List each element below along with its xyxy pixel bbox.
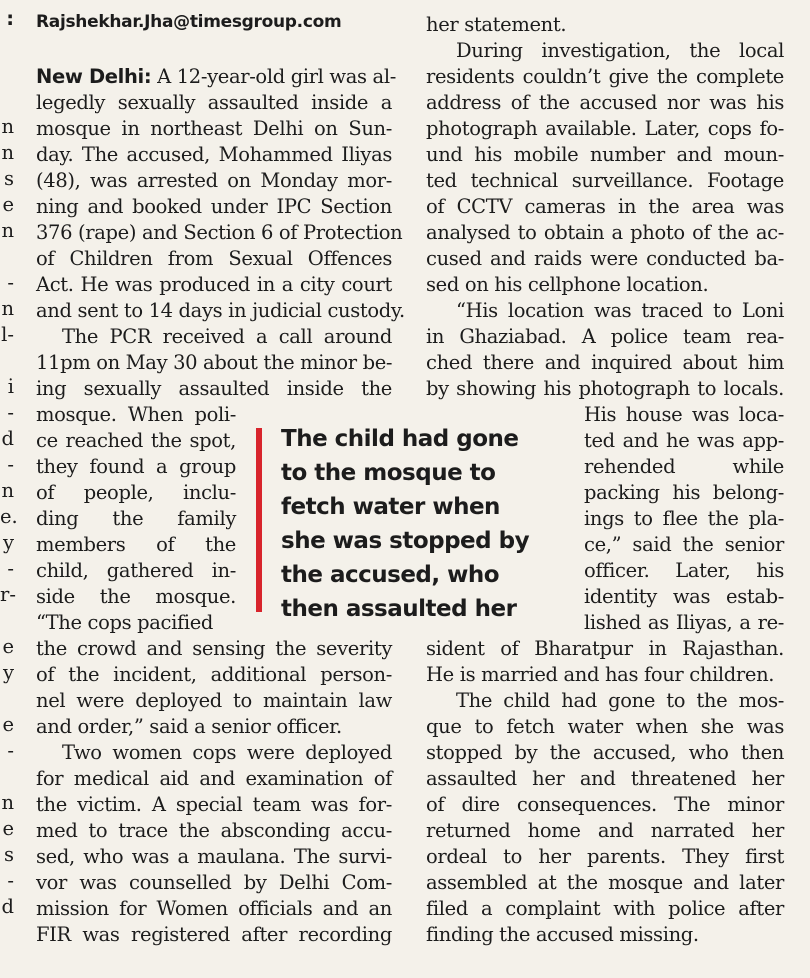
cropped-letter: n xyxy=(1,791,14,814)
cropped-letter: n xyxy=(1,141,14,164)
cropped-letter: s xyxy=(3,843,14,866)
cropped-letter: e. xyxy=(0,505,18,528)
article-line: und his mobile number and moun- xyxy=(426,143,784,166)
article-line: they found a group xyxy=(36,455,236,478)
article-line: ce,” said the senior xyxy=(584,533,784,556)
article-line: side the mosque. xyxy=(36,585,236,608)
article-line: ings to flee the pla- xyxy=(584,507,784,530)
cropped-letter: e xyxy=(2,817,14,840)
pull-quote-line: fetch water when xyxy=(281,494,500,520)
cropped-letter: e xyxy=(2,193,14,216)
cropped-letter: d xyxy=(1,895,14,918)
article-line: finding the accused missing. xyxy=(426,923,699,946)
article-line: and sent to 14 days in judicial custody. xyxy=(36,299,405,322)
cropped-letter: y xyxy=(2,531,14,554)
article-line: photograph available. Later, cops fo- xyxy=(426,117,784,140)
pull-quote-line: The child had gone xyxy=(281,426,519,452)
article-line: the victim. A special team was for- xyxy=(36,793,392,816)
article-line: sed, who was a maulana. The survi- xyxy=(36,845,392,868)
article-line: mission for Women officials and an xyxy=(36,897,392,920)
article-line: assembled at the mosque and later xyxy=(426,871,784,894)
article-line: address of the accused nor was his xyxy=(426,91,784,114)
article-line: analysed to obtain a photo of the ac- xyxy=(426,221,784,244)
article-line: mosque in northeast Delhi on Sun- xyxy=(36,117,392,140)
article-line: sed on his cellphone location. xyxy=(426,273,709,296)
article-line: of Children from Sexual Offences xyxy=(36,247,392,270)
article-line: ding the family xyxy=(36,507,236,530)
article-line: New Delhi: A 12-year-old girl was al- xyxy=(36,65,396,88)
article-line: members of the xyxy=(36,533,236,556)
article-line: stopped by the accused, who then xyxy=(426,741,784,764)
article-line: 376 (rape) and Section 6 of Protection xyxy=(36,221,403,244)
cropped-letter: - xyxy=(7,739,14,762)
article-line: for medical aid and examination of xyxy=(36,767,392,790)
article-line: residents couldn’t give the complete xyxy=(426,65,784,88)
byline-email: Rajshekhar.Jha@timesgroup.com xyxy=(36,12,342,32)
cropped-letter: s xyxy=(3,167,14,190)
article-line: in Ghaziabad. A police team rea- xyxy=(426,325,784,348)
article-line: ning and booked under IPC Section xyxy=(36,195,392,218)
article-line: of CCTV cameras in the area was xyxy=(426,195,784,218)
article-line: ted and he was app- xyxy=(584,429,784,452)
article-line: ordeal to her parents. They first xyxy=(426,845,784,868)
cropped-letter: n xyxy=(1,115,14,138)
cropped-letter: n xyxy=(1,219,14,242)
article-line: “The cops pacified xyxy=(36,611,214,634)
article-line: her statement. xyxy=(426,13,567,36)
article-line: He is married and has four children. xyxy=(426,663,775,686)
article-line: legedly sexually assaulted inside a xyxy=(36,91,392,114)
cropped-letter: n xyxy=(1,297,14,320)
article-line: filed a complaint with police after xyxy=(426,897,784,920)
cropped-letter: - xyxy=(7,401,14,424)
dateline: New Delhi: xyxy=(36,65,152,88)
article-line: day. The accused, Mohammed Iliyas xyxy=(36,143,392,166)
article-line: child, gathered in- xyxy=(36,559,236,582)
article-line: 11pm on May 30 about the minor be- xyxy=(36,351,393,374)
cropped-letter: n xyxy=(1,479,14,502)
cropped-letter: i xyxy=(7,375,14,398)
article-line: identity was estab- xyxy=(584,585,784,608)
cropped-letter: e xyxy=(2,635,14,658)
article-line: que to fetch water when she was xyxy=(426,715,784,738)
article-line: packing his belong- xyxy=(584,481,784,504)
article-line: FIR was registered after recording xyxy=(36,923,392,946)
article-line: rehended while xyxy=(584,455,784,478)
cropped-letter: e xyxy=(2,713,14,736)
cropped-headline-fragment xyxy=(700,0,810,12)
article-line: vor was counselled by Delhi Com- xyxy=(36,871,392,894)
pull-quote xyxy=(281,422,561,626)
article-line: the crowd and sensing the severity xyxy=(36,637,392,660)
article-line: “His location was traced to Loni xyxy=(456,299,784,322)
article-line: During investigation, the local xyxy=(456,39,784,62)
article-line: Act. He was produced in a city court xyxy=(36,273,392,296)
article-line: by showing his photograph to locals. xyxy=(426,377,784,400)
cropped-letter: l- xyxy=(1,323,14,346)
cropped-letter: - xyxy=(7,453,14,476)
article-line: mosque. When poli- xyxy=(36,403,236,426)
article-line: lished as Iliyas, a re- xyxy=(584,611,784,634)
cropped-letter: d xyxy=(1,427,14,450)
pull-quote-line: then assaulted her xyxy=(281,596,517,622)
cropped-letter: - xyxy=(7,869,14,892)
cropped-letter: - xyxy=(7,271,14,294)
article-line: and order,” said a senior officer. xyxy=(36,715,342,738)
article-line: nel were deployed to maintain law xyxy=(36,689,392,712)
article-line: returned home and narrated her xyxy=(426,819,784,842)
article-line: The child had gone to the mos- xyxy=(456,689,784,712)
article-line: sident of Bharatpur in Rajasthan. xyxy=(426,637,784,660)
article-line: Two women cops were deployed xyxy=(62,741,392,764)
pull-quote-line: to the mosque to xyxy=(281,460,496,486)
pull-quote-line: the accused, who xyxy=(281,562,500,588)
cropped-letter: : xyxy=(6,7,14,30)
cropped-letter: y xyxy=(2,661,14,684)
pull-quote-line: she was stopped by xyxy=(281,528,530,554)
article-line: The PCR received a call around xyxy=(62,325,392,348)
article-line: of people, inclu- xyxy=(36,481,236,504)
article-line: med to trace the absconding accu- xyxy=(36,819,392,842)
cropped-letter: - xyxy=(7,557,14,580)
article-line: cused and raids were conducted ba- xyxy=(426,247,784,270)
article-line: assaulted her and threatened her xyxy=(426,767,784,790)
article-line: officer. Later, his xyxy=(584,559,784,582)
article-line: (48), was arrested on Monday mor- xyxy=(36,169,392,192)
article-line: ing sexually assaulted inside the xyxy=(36,377,392,400)
article-line: ce reached the spot, xyxy=(36,429,236,452)
article-line: ted technical surveillance. Footage xyxy=(426,169,784,192)
article-line: ched there and inquired about him xyxy=(426,351,784,374)
article-line: of dire consequences. The minor xyxy=(426,793,784,816)
pull-quote-accent-bar xyxy=(256,428,262,612)
cropped-letter: r- xyxy=(0,583,16,606)
article-line: His house was loca- xyxy=(584,403,784,426)
article-line: of the incident, additional person- xyxy=(36,663,392,686)
